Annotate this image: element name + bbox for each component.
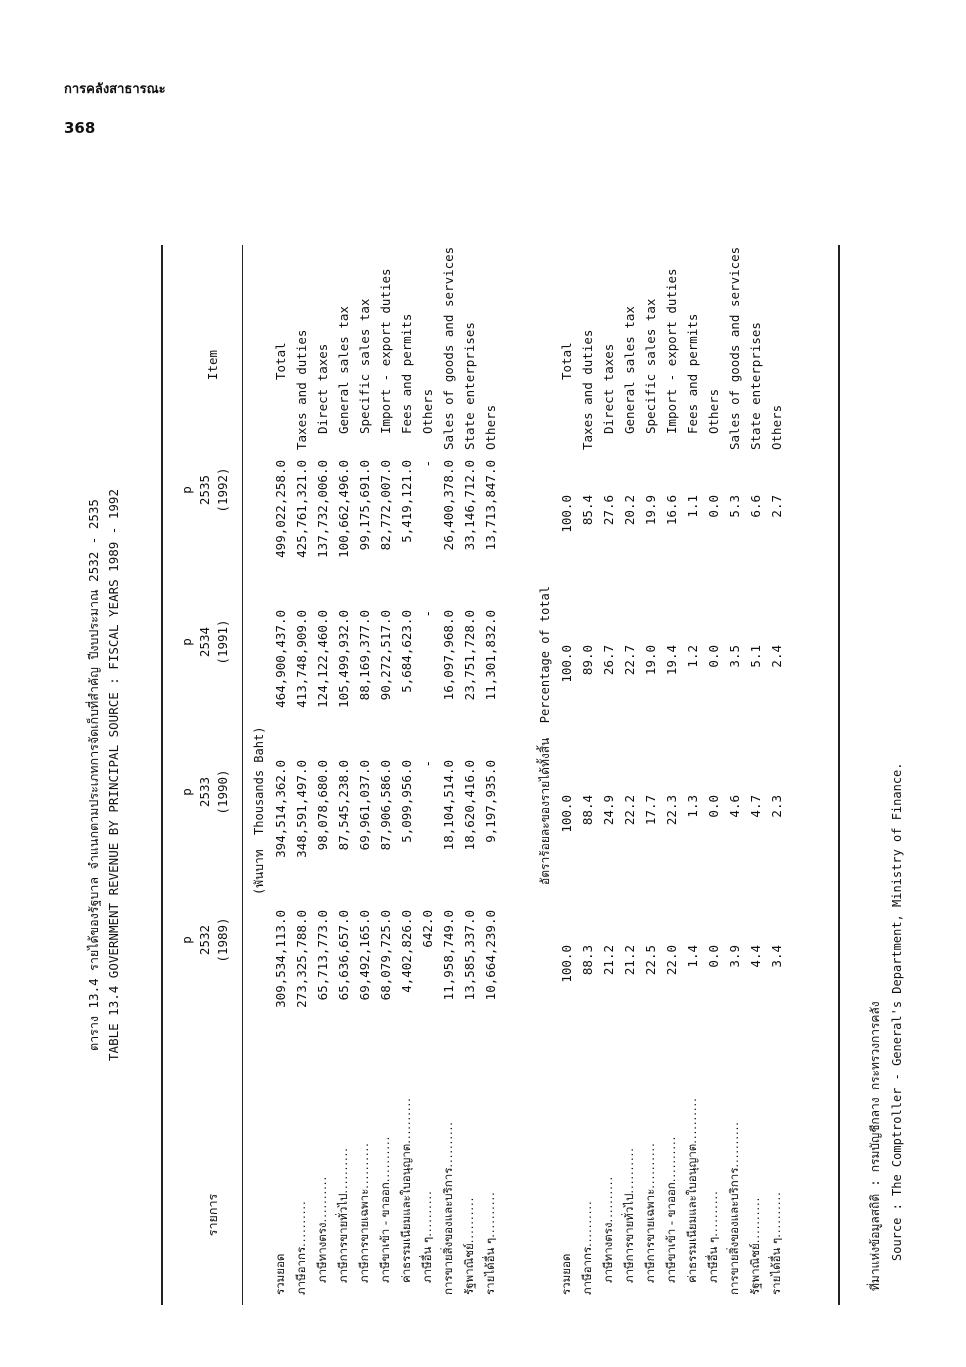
row-label-en: Fees and permits (399, 313, 414, 434)
table-cell: 88.3 (580, 945, 595, 976)
header-rule (242, 245, 243, 1305)
rotated-table (78, 245, 908, 1305)
table-cell: 19.9 (643, 495, 658, 526)
table-cell: 2.3 (769, 795, 784, 818)
values-2535 (270, 460, 501, 605)
percents-2535 (556, 495, 787, 605)
table-cell: 273,325,788.0 (294, 910, 309, 1008)
table-cell: 22.7 (622, 645, 637, 676)
table-title-en: TABLE 13.4 GOVERNMENT REVENUE BY PRINCIPAL SOURCE : FISCAL YEARS 1989 - 1992 (106, 489, 121, 1061)
table-cell: 11,301,832.0 (483, 610, 498, 701)
row-label-th: รวมยอด (273, 1253, 287, 1295)
row-label-en: Direct taxes (601, 343, 616, 434)
table-cell: 26.7 (601, 645, 616, 676)
table-cell: 348,591,497.0 (294, 760, 309, 858)
table-cell: 22.3 (664, 795, 679, 826)
row-label-th: ภาษีการขายเฉพาะ.......... (643, 1142, 657, 1283)
item-th-header: รายการ (205, 1193, 220, 1237)
table-cell: 5.3 (727, 495, 742, 518)
table-cell: 82,772,007.0 (378, 460, 393, 551)
row-label-en: Others (706, 388, 721, 434)
table-cell: 19.0 (643, 645, 658, 676)
table-cell: 19.4 (664, 645, 679, 676)
table-cell: 4.7 (748, 795, 763, 818)
row-label-th: ภาษีทางตรง.......... (315, 1175, 329, 1283)
table-cell: 124,122,460.0 (315, 610, 330, 708)
table-cell: 90,272,517.0 (378, 610, 393, 701)
table-cell: 21.2 (622, 945, 637, 976)
row-label-en: Import - export duties (378, 268, 393, 434)
row-label-th: ภาษีการขายทั่วไป.......... (622, 1147, 636, 1283)
table-cell: 85.4 (580, 495, 595, 526)
table-title-th: ตาราง 13.4 รายได้ของรัฐบาล จำแนกตามประเภทการจัดเก็บที่สำคัญ ปีงบประมาณ 2532 - 2535 (86, 499, 101, 1051)
row-label-th: รายได้อื่น ๆ.......... (483, 1191, 497, 1295)
source-en: Source : The Comptroller - General's Department, Ministry of Finance. (890, 762, 904, 1261)
table-cell: 89.0 (580, 645, 595, 676)
row-label-en: Import - export duties (664, 268, 679, 434)
table-cell: 0.0 (706, 495, 721, 518)
table-cell: - (420, 760, 435, 768)
row-label-th: ภาษีอากร.......... (580, 1200, 594, 1295)
table-cell: 100.0 (559, 645, 574, 683)
table-cell: 1.4 (685, 945, 700, 968)
unit-label: (พันบาท Thousands Baht) (252, 726, 266, 895)
row-label-en: Direct taxes (315, 343, 330, 434)
table-cell: 88.4 (580, 795, 595, 826)
row-label-th: ภาษีอื่น ๆ.......... (420, 1190, 434, 1283)
table-cell: 16,097,968.0 (441, 610, 456, 701)
row-label-th: การขายสิ่งของและบริการ.......... (727, 1121, 741, 1295)
table-cell: 100,662,496.0 (336, 460, 351, 558)
row-label-th: ภาษีขาเข้า - ขาออก.......... (378, 1135, 392, 1283)
row-label-th: รวมยอด (559, 1253, 573, 1295)
table-cell: 87,545,238.0 (336, 760, 351, 851)
table-cell: - (420, 610, 435, 618)
table-cell: 87,906,586.0 (378, 760, 393, 851)
page-number: 368 (64, 119, 96, 137)
table-cell: 20.2 (622, 495, 637, 526)
table-cell: 3.9 (727, 945, 742, 968)
table-cell: 394,514,362.0 (273, 760, 288, 858)
percent-heading: อัตราร้อยละของรายได้ทั้งสิ้น Percentage of total (538, 585, 552, 885)
table-cell: 0.0 (706, 945, 721, 968)
table-cell: 24.9 (601, 795, 616, 826)
table-cell: 33,146,712.0 (462, 460, 477, 551)
table-cell: 22.5 (643, 945, 658, 976)
table-cell: 23,751,728.0 (462, 610, 477, 701)
table-cell: 11,958,749.0 (441, 910, 456, 1001)
year-header-2534: p 2534 (1991) (179, 619, 230, 665)
row-label-en: Others (483, 404, 498, 450)
row-label-th: ค่าธรรมเนียมและใบอนุญาต.......... (685, 1097, 699, 1283)
row-label-th: ภาษีทางตรง.......... (601, 1175, 615, 1283)
table-cell: 22.0 (664, 945, 679, 976)
row-label-en: Fees and permits (685, 313, 700, 434)
table-cell: 4.4 (748, 945, 763, 968)
table-cell: 6.6 (748, 495, 763, 518)
table-cell: 2.4 (769, 645, 784, 668)
table-cell: 105,499,932.0 (336, 610, 351, 708)
table-cell: 137,732,006.0 (315, 460, 330, 558)
table-cell: 642.0 (420, 910, 435, 948)
percents-2532 (556, 945, 787, 1055)
table-cell: 16.6 (664, 495, 679, 526)
row-label-en: Specific sales tax (643, 298, 658, 434)
row-label-en: Sales of goods and services (441, 246, 456, 450)
table-cell: 18,620,416.0 (462, 760, 477, 851)
table-cell: 4.6 (727, 795, 742, 818)
item-en-header: Item (205, 349, 220, 381)
values-2533 (270, 760, 501, 905)
table-cell: 1.2 (685, 645, 700, 668)
row-label-th: การขายสิ่งของและบริการ.......... (441, 1121, 455, 1295)
row-label-th: ค่าธรรมเนียมและใบอนุญาต.......... (399, 1097, 413, 1283)
table-cell: 88,169,377.0 (357, 610, 372, 701)
row-label-en: Total (273, 342, 288, 380)
table-cell: 69,492,165.0 (357, 910, 372, 1001)
row-label-en: Taxes and duties (294, 329, 309, 450)
table-cell: 2.7 (769, 495, 784, 518)
table-cell: 0.0 (706, 645, 721, 668)
table-cell: 27.6 (601, 495, 616, 526)
row-label-en: State enterprises (462, 322, 477, 450)
table-cell: 26,400,378.0 (441, 460, 456, 551)
row-label-en: State enterprises (748, 322, 763, 450)
table-title (84, 245, 124, 1305)
row-label-en: Others (420, 388, 435, 434)
row-label-th: ภาษีขาเข้า - ขาออก.......... (664, 1135, 678, 1283)
table-cell: 21.2 (601, 945, 616, 976)
table-cell: 10,664,239.0 (483, 910, 498, 1001)
year-header-2535: p 2535 (1992) (179, 467, 230, 513)
table-cell: 3.4 (769, 945, 784, 968)
top-rule (161, 245, 163, 1305)
table-cell: 9,197,935.0 (483, 760, 498, 843)
table-cell: 4,402,826.0 (399, 910, 414, 993)
table-cell: 99,175,691.0 (357, 460, 372, 551)
table-cell: 5,099,956.0 (399, 760, 414, 843)
thai-labels-amounts (270, 1035, 501, 1295)
table-cell: 65,713,773.0 (315, 910, 330, 1001)
values-2534 (270, 610, 501, 755)
row-label-th: ภาษีการขายเฉพาะ.......... (357, 1142, 371, 1283)
table-cell: 18,104,514.0 (441, 760, 456, 851)
table-cell: 499,022,258.0 (273, 460, 288, 558)
table-cell: 413,748,909.0 (294, 610, 309, 708)
thai-labels-percents (556, 1035, 787, 1295)
table-cell: - (420, 460, 435, 468)
table-cell: 464,900,437.0 (273, 610, 288, 708)
percents-2533 (556, 795, 787, 905)
bottom-rule (838, 245, 840, 1305)
table-cell: 425,761,321.0 (294, 460, 309, 558)
table-cell: 17.7 (643, 795, 658, 826)
row-label-th: รายได้อื่น ๆ.......... (769, 1191, 783, 1295)
row-label-th: รัฐพาณิชย์.......... (462, 1196, 476, 1295)
table-cell: 22.2 (622, 795, 637, 826)
row-label-en: Sales of goods and services (727, 246, 742, 450)
row-label-en: Others (769, 404, 784, 450)
table-cell: 13,713,847.0 (483, 460, 498, 551)
english-labels-percents (556, 246, 787, 450)
table-cell: 5,419,121.0 (399, 460, 414, 543)
table-cell: 309,534,113.0 (273, 910, 288, 1008)
row-label-en: General sales tax (622, 306, 637, 434)
table-cell: 68,079,725.0 (378, 910, 393, 1001)
row-label-th: ภาษีการขายทั่วไป.......... (336, 1147, 350, 1283)
row-label-en: Taxes and duties (580, 329, 595, 450)
row-label-en: Total (559, 342, 574, 380)
table-cell: 1.3 (685, 795, 700, 818)
year-header-2533: p 2533 (1990) (179, 769, 230, 815)
table-cell: 0.0 (706, 795, 721, 818)
row-label-en: Specific sales tax (357, 298, 372, 434)
source-th: ที่มาแห่งข้อมูลสถิติ : กรมบัญชีกลาง กระทรวงการคลัง (868, 1001, 882, 1291)
table-cell: 100.0 (559, 795, 574, 833)
table-cell: 100.0 (559, 945, 574, 983)
table-cell: 69,961,037.0 (357, 760, 372, 851)
percents-2534 (556, 645, 787, 755)
values-2532 (270, 910, 501, 1055)
table-cell: 1.1 (685, 495, 700, 518)
year-header-2532: p 2532 (1989) (179, 917, 230, 963)
table-cell: 5.1 (748, 645, 763, 668)
row-label-en: General sales tax (336, 306, 351, 434)
book-title: การคลังสาธารณะ (64, 82, 166, 97)
table-cell: 98,078,680.0 (315, 760, 330, 851)
row-label-th: ภาษีอากร.......... (294, 1200, 308, 1295)
page-header (64, 78, 166, 137)
english-labels-amounts (270, 246, 501, 450)
table-cell: 3.5 (727, 645, 742, 668)
source-note (864, 763, 908, 1292)
table-cell: 65,636,657.0 (336, 910, 351, 1001)
table-cell: 13,585,337.0 (462, 910, 477, 1001)
table-cell: 5,684,623.0 (399, 610, 414, 693)
row-label-th: รัฐพาณิชย์.......... (748, 1196, 762, 1295)
table-cell: 100.0 (559, 495, 574, 533)
row-label-th: ภาษีอื่น ๆ.......... (706, 1190, 720, 1283)
